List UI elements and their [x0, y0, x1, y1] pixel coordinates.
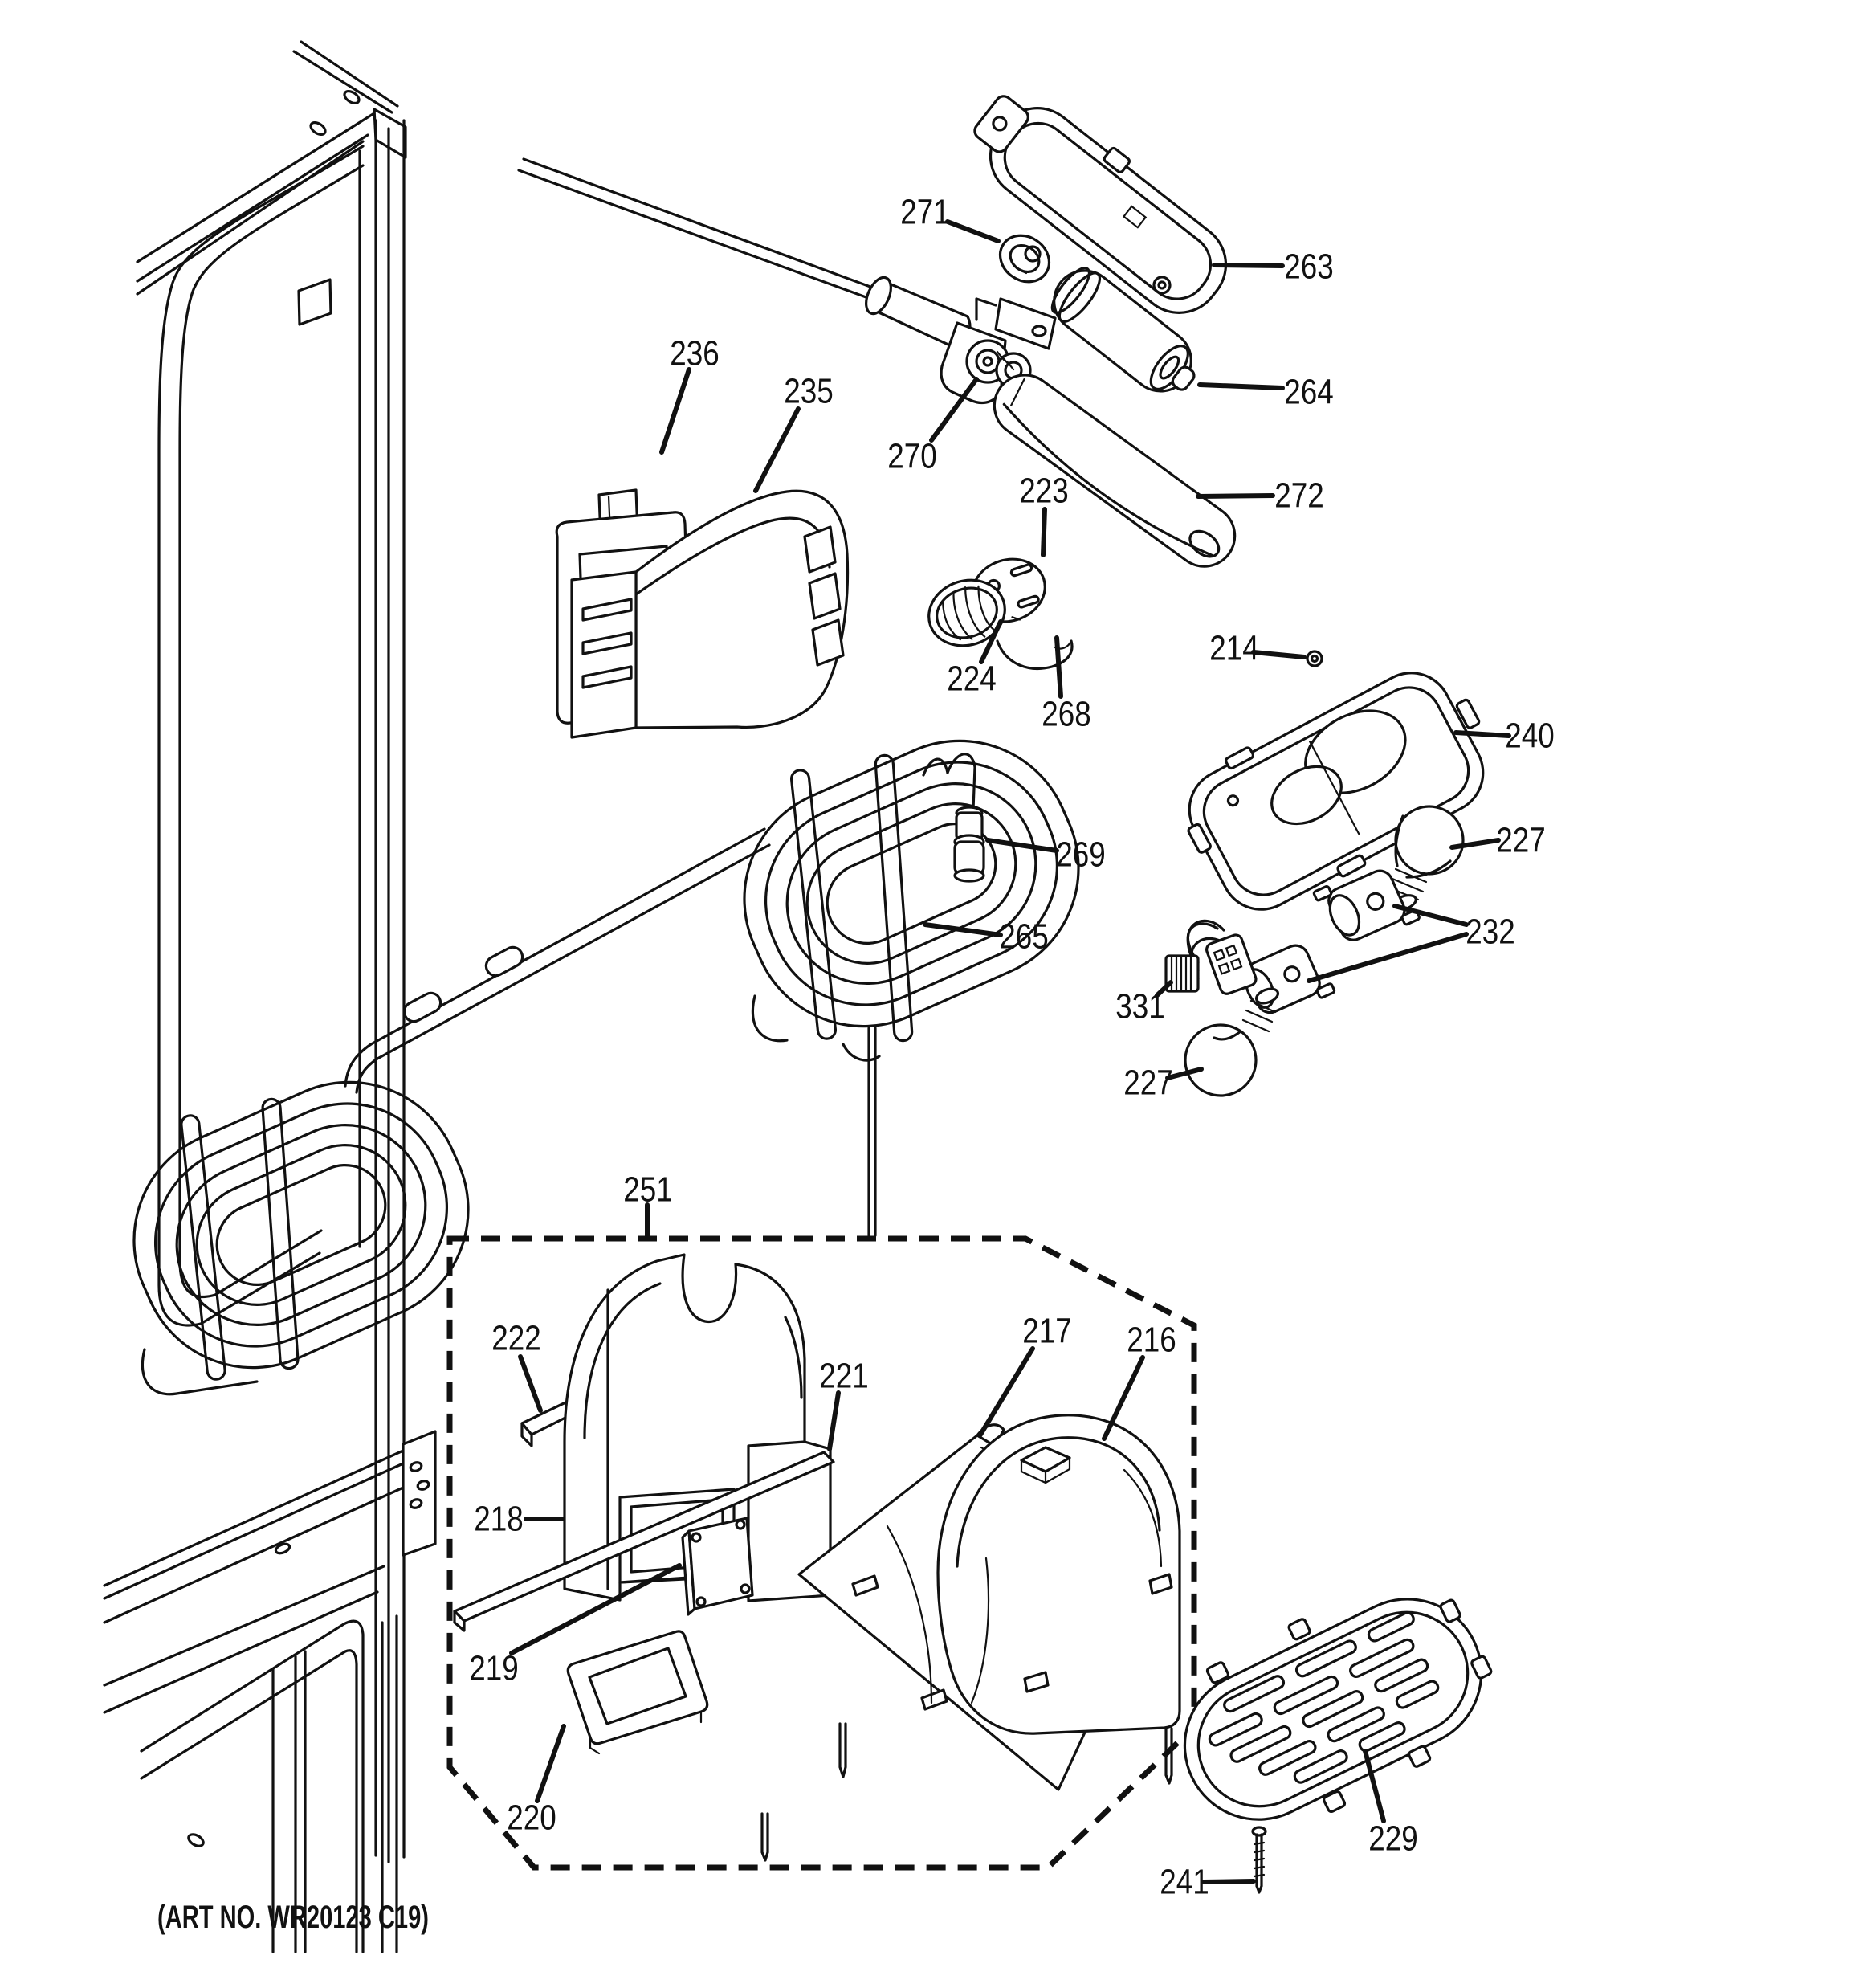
- part-label-264: 264: [1284, 372, 1334, 412]
- grommet-271: [991, 227, 1058, 292]
- part-label-214: 214: [1209, 628, 1259, 668]
- leader-line-264: [1200, 385, 1282, 388]
- cabinet-outline: [104, 42, 435, 1952]
- part-label-272: 272: [1274, 476, 1324, 516]
- part-label-331: 331: [1115, 986, 1165, 1027]
- part-label-240: 240: [1505, 716, 1555, 756]
- leader-line-271: [948, 222, 998, 241]
- wire-harness-331: [1166, 921, 1258, 995]
- part-label-220: 220: [507, 1798, 556, 1838]
- leader-line-235: [756, 409, 798, 491]
- leader-line-269: [988, 840, 1057, 851]
- leader-line-241: [1204, 1881, 1254, 1882]
- screw-214: [1307, 651, 1322, 666]
- part-label-268: 268: [1042, 694, 1091, 734]
- leader-line-221: [830, 1393, 838, 1449]
- part-label-216: 216: [1127, 1320, 1176, 1360]
- part-label-219: 219: [469, 1648, 519, 1688]
- part-label-218: 218: [474, 1499, 524, 1539]
- part-label-227: 227: [1496, 820, 1546, 860]
- light-bulb-lower-227: [1185, 986, 1280, 1096]
- part-label-235: 235: [784, 371, 834, 411]
- leader-line-268: [1057, 638, 1061, 696]
- part-label-236: 236: [670, 333, 720, 374]
- tube-connector-269: [955, 807, 984, 881]
- part-label-269: 269: [1056, 835, 1106, 875]
- part-label-217: 217: [1022, 1311, 1072, 1351]
- leader-line-232: [1309, 934, 1466, 981]
- vent-grille-229: [1151, 1554, 1516, 1860]
- heater-box-219: [683, 1518, 752, 1614]
- leader-line-263: [1214, 265, 1282, 266]
- leader-line-240: [1456, 733, 1509, 736]
- part-label-270: 270: [887, 436, 937, 476]
- leader-line-236: [662, 369, 689, 452]
- part-label-221: 221: [819, 1356, 869, 1396]
- part-label-222: 222: [491, 1318, 541, 1358]
- art-number: (ART NO. WR20123 C19): [157, 1900, 429, 1935]
- leader-line-222: [520, 1357, 540, 1410]
- part-label-229: 229: [1368, 1819, 1418, 1859]
- part-label-241: 241: [1160, 1862, 1209, 1902]
- leader-line-216: [1104, 1357, 1143, 1439]
- leader-line-223: [1043, 509, 1045, 555]
- part-label-263: 263: [1284, 247, 1334, 287]
- evaporator-coil-upper: [708, 705, 1115, 1235]
- leader-line-220: [537, 1726, 564, 1801]
- part-label-251: 251: [623, 1170, 673, 1210]
- gasket-220: [568, 1631, 707, 1753]
- part-label-227: 227: [1123, 1063, 1173, 1103]
- part-label-271: 271: [900, 192, 950, 232]
- leader-line-214: [1254, 652, 1304, 657]
- part-label-232: 232: [1466, 912, 1515, 952]
- part-label-223: 223: [1019, 471, 1069, 511]
- part-label-224: 224: [947, 659, 997, 699]
- part-label-265: 265: [999, 916, 1049, 957]
